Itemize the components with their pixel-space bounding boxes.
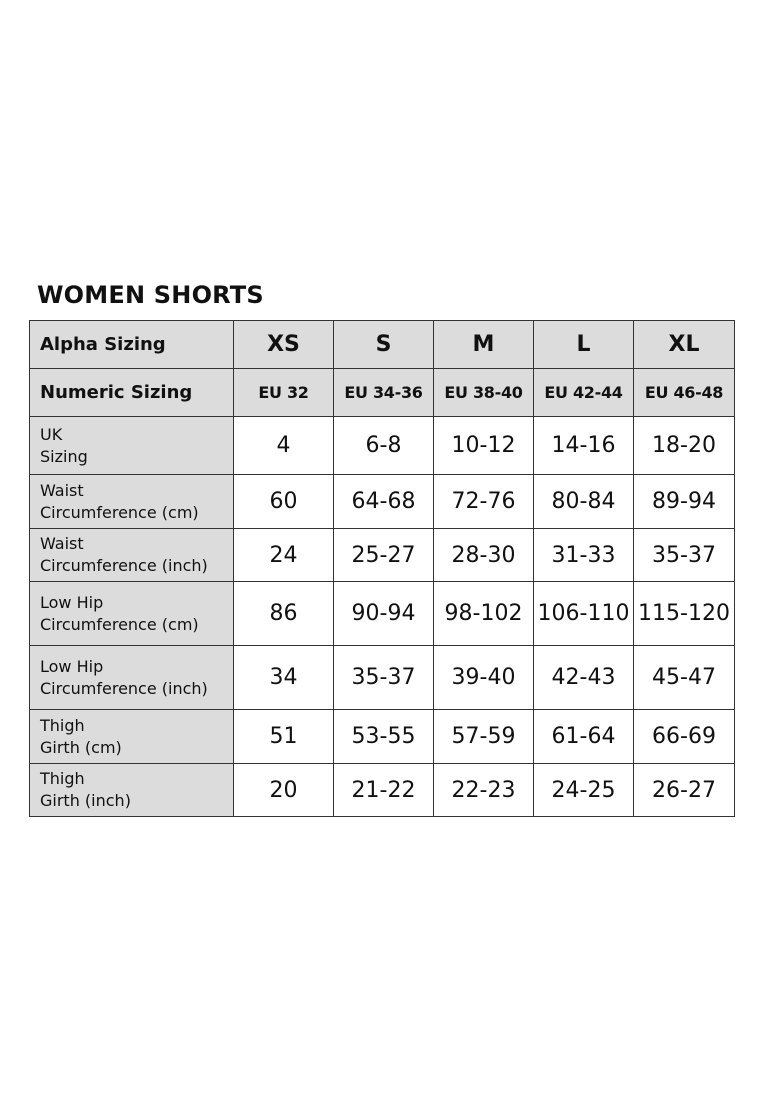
table-cell: 98-102	[434, 582, 534, 646]
thigh-cm-row	[30, 710, 735, 764]
table-cell: 64-68	[334, 475, 434, 529]
row-label-line: Thigh	[40, 769, 85, 788]
table-cell: 106-110	[534, 582, 634, 646]
table-cell: 35-37	[634, 529, 735, 582]
thigh-inch-row	[30, 764, 735, 817]
table-cell: 86	[234, 582, 334, 646]
table-cell: 20	[234, 764, 334, 817]
row-label	[30, 529, 234, 582]
table-cell: 24	[234, 529, 334, 582]
numeric-sizing-label: Numeric Sizing	[30, 369, 234, 417]
alpha-size-xl: XL	[634, 321, 735, 369]
table-cell: 42-43	[534, 646, 634, 710]
table-cell: 24-25	[534, 764, 634, 817]
row-label-line: Circumference (inch)	[40, 556, 208, 575]
table-cell: 72-76	[434, 475, 534, 529]
table-cell: 10-12	[434, 417, 534, 475]
numeric-size-cell: EU 32	[234, 369, 334, 417]
row-label-line: Circumference (cm)	[40, 502, 199, 522]
numeric-size-cell: EU 46-48	[634, 369, 735, 417]
row-label-line: Waist	[40, 480, 84, 500]
row-label	[30, 646, 234, 710]
row-label	[30, 582, 234, 646]
waist-inch-row	[30, 529, 735, 582]
size-chart-table	[29, 320, 735, 817]
row-label	[30, 417, 234, 475]
row-label-line: Sizing	[40, 446, 88, 466]
table-cell: 89-94	[634, 475, 735, 529]
alpha-size-m: M	[434, 321, 534, 369]
table-cell: 25-27	[334, 529, 434, 582]
table-cell: 6-8	[334, 417, 434, 475]
table-cell: 61-64	[534, 710, 634, 764]
page-title: WOMEN SHORTS	[37, 281, 264, 309]
alpha-size-l: L	[534, 321, 634, 369]
uk-sizing-row	[30, 417, 735, 475]
row-label	[30, 475, 234, 529]
table-cell: 21-22	[334, 764, 434, 817]
row-label-line: Low Hip	[40, 592, 104, 612]
table-cell: 90-94	[334, 582, 434, 646]
table-cell: 34	[234, 646, 334, 710]
row-label	[30, 764, 234, 817]
alpha-size-xs: XS	[234, 321, 334, 369]
numeric-sizing-row	[30, 369, 735, 417]
table-cell: 39-40	[434, 646, 534, 710]
row-label-line: Girth (cm)	[40, 737, 122, 757]
table-cell: 28-30	[434, 529, 534, 582]
waist-cm-row	[30, 475, 735, 529]
table-cell: 53-55	[334, 710, 434, 764]
row-label-line: Girth (inch)	[40, 791, 131, 810]
table-cell: 57-59	[434, 710, 534, 764]
table-cell: 18-20	[634, 417, 735, 475]
numeric-size-cell: EU 38-40	[434, 369, 534, 417]
alpha-size-s: S	[334, 321, 434, 369]
low-hip-inch-row	[30, 646, 735, 710]
table-cell: 60	[234, 475, 334, 529]
table-cell: 51	[234, 710, 334, 764]
low-hip-cm-row	[30, 582, 735, 646]
row-label-line: Thigh	[40, 715, 85, 735]
numeric-size-cell: EU 42-44	[534, 369, 634, 417]
row-label-line: UK	[40, 424, 63, 444]
table-cell: 22-23	[434, 764, 534, 817]
table-cell: 45-47	[634, 646, 735, 710]
table-cell: 115-120	[634, 582, 735, 646]
row-label-line: Circumference (inch)	[40, 678, 208, 698]
numeric-size-cell: EU 34-36	[334, 369, 434, 417]
row-label	[30, 710, 234, 764]
table-cell: 80-84	[534, 475, 634, 529]
row-label-line: Low Hip	[40, 656, 104, 676]
table-cell: 14-16	[534, 417, 634, 475]
table-cell: 26-27	[634, 764, 735, 817]
table-cell: 35-37	[334, 646, 434, 710]
row-label-line: Waist	[40, 534, 84, 553]
row-label-line: Circumference (cm)	[40, 614, 199, 634]
alpha-sizing-row	[30, 321, 735, 369]
alpha-sizing-label: Alpha Sizing	[30, 321, 234, 369]
table-cell: 31-33	[534, 529, 634, 582]
table-cell: 4	[234, 417, 334, 475]
table-cell: 66-69	[634, 710, 735, 764]
